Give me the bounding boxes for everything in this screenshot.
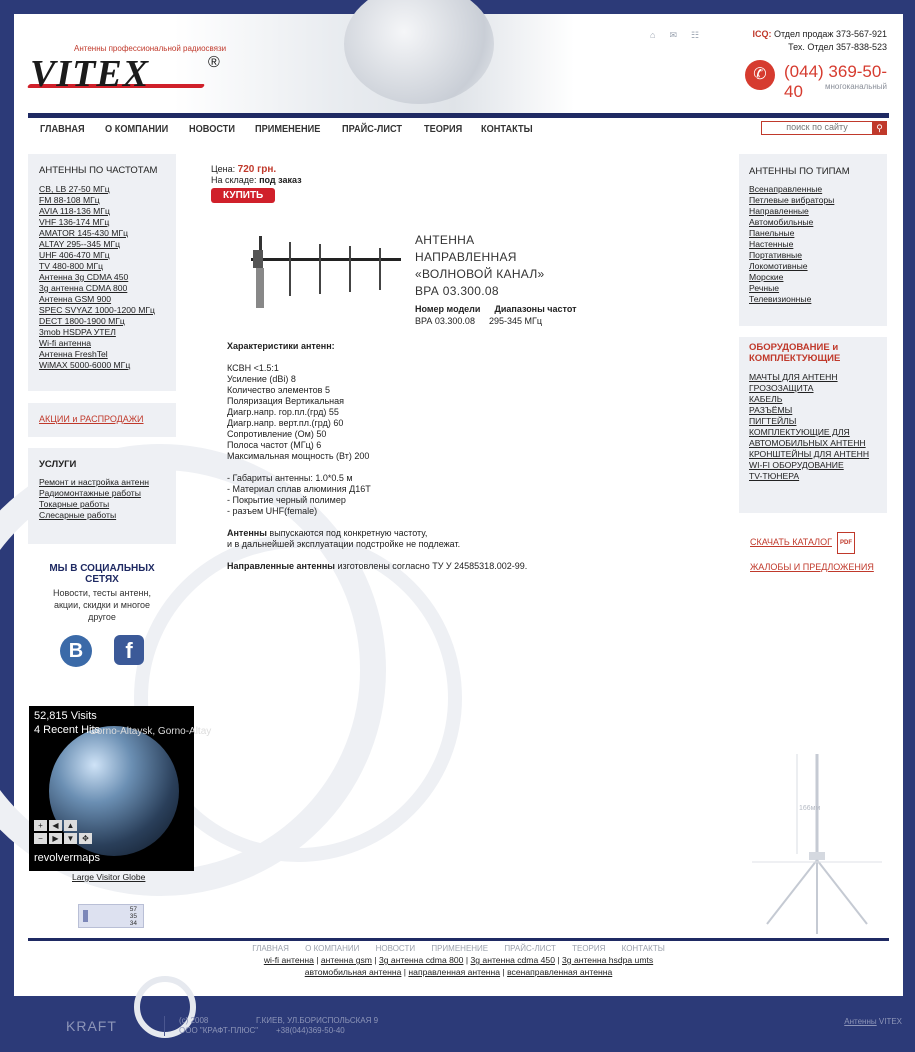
globe-brand: revolvermaps <box>34 852 101 864</box>
char-title: Характеристики антенн: <box>227 341 335 351</box>
freq-link[interactable]: CB, LB 27-50 МГц <box>39 184 110 194</box>
footer-link[interactable]: 3g антенна cdma 800 <box>378 955 464 965</box>
promo-link[interactable]: АКЦИИ и РАСПРОДАЖИ <box>39 414 144 424</box>
promo-box <box>28 403 176 437</box>
home-icon[interactable]: ⌂ <box>650 30 656 40</box>
equipment-title: ОБОРУДОВАНИЕ и КОМПЛЕКТУЮЩИЕ <box>749 342 841 364</box>
type-link[interactable]: Речные <box>749 283 780 293</box>
arrow-left-icon[interactable]: ◀ <box>49 820 62 831</box>
search-icon: ⚲ <box>876 123 883 133</box>
note-2: Направленные антенны изготовлены согласно ТУ У 24585318.002-99. <box>227 561 528 571</box>
footer-address: Г.КИЕВ, УЛ.БОРИСПОЛЬСКАЯ 9 <box>256 1016 379 1025</box>
footer-link[interactable]: антенна gsm <box>320 955 372 965</box>
nav-item-theory[interactable]: ТЕОРИЯ <box>423 124 462 135</box>
social-block <box>28 563 176 667</box>
globe-recent: 4 Recent Hits <box>34 724 101 736</box>
vk-icon[interactable]: В <box>60 635 92 667</box>
footer-nav-news[interactable]: НОВОСТИ <box>375 944 416 953</box>
product-title-line: НАПРАВЛЕННАЯ <box>415 250 517 264</box>
footer-link[interactable]: автомобильная антенна <box>304 967 402 977</box>
complaints-link[interactable]: ЖАЛОБЫ И ПРЕДЛОЖЕНИЯ <box>750 562 874 572</box>
search-box <box>761 121 873 135</box>
footer-nav <box>14 944 903 953</box>
type-link[interactable]: Портативные <box>749 250 802 260</box>
footer-link[interactable]: направленная антенна <box>408 967 501 977</box>
footer-right <box>844 1017 902 1026</box>
freq-link[interactable]: FM 88-108 МГц <box>39 195 100 205</box>
price-value: 720 грн. <box>237 164 277 175</box>
facebook-icon[interactable]: f <box>114 635 144 665</box>
icq-label: ICQ: <box>752 29 772 39</box>
service-link[interactable]: Ремонт и настройка антенн <box>39 477 149 487</box>
phone-icon: ✆ <box>745 60 775 90</box>
globe-location: Gorno-Altaysk, Gorno-Altay <box>89 726 212 737</box>
freq-link[interactable]: AMATOR 145-430 МГц <box>39 228 129 238</box>
freq-link[interactable]: UHF 406-470 МГц <box>39 250 110 260</box>
nav-item-application[interactable]: ПРИМЕНЕНИЕ <box>255 124 321 135</box>
freq-link[interactable]: DECT 1800-1900 МГц <box>39 316 125 326</box>
logo[interactable]: VITEX <box>30 53 150 95</box>
char-line: Усиление (dBi) 8 <box>227 374 296 384</box>
footer-nav-pricelist[interactable]: ПРАЙС-ЛИСТ <box>504 944 556 953</box>
globe-visits: 52,815 Visits <box>34 710 97 722</box>
equipment-link[interactable]: МАЧТЫ ДЛЯ АНТЕНН <box>749 372 838 382</box>
kraft-logo[interactable]: KRAFT <box>66 1018 117 1034</box>
freq-link[interactable]: Антенна 3g CDMA 450 <box>39 272 129 282</box>
icq-contacts <box>752 28 887 54</box>
freq-link[interactable]: ALTAY 295--345 МГц <box>39 239 121 249</box>
phone-number: (044) 369-50-40 <box>784 62 888 101</box>
type-link[interactable]: Направленные <box>749 206 809 216</box>
char-line: Количество элементов 5 <box>227 385 330 395</box>
footer-links-row1: wi-fi антенна | антенна gsm | 3g антенна cdma 800 | 3g антенна cdma 450 | 3g антенна hsdpa umts <box>263 955 654 965</box>
equipment-link[interactable]: РАЗЪЁМЫ <box>749 405 793 415</box>
nav-item-contacts[interactable]: КОНТАКТЫ <box>481 124 533 135</box>
center-icon[interactable]: ✥ <box>79 833 92 844</box>
spec-row <box>415 316 542 326</box>
char-line: КСВН <1.5:1 <box>227 363 279 373</box>
footer-link[interactable]: 3g антенна cdma 450 <box>470 955 555 965</box>
freq-link[interactable]: SPEC SVYAZ 1000-1200 МГц <box>39 305 155 315</box>
equipment-link[interactable]: ПИГТЕЙЛЫ <box>749 416 797 426</box>
note-1: Антенны выпускаются под конкретную частоту, <box>227 528 428 538</box>
counter-icon <box>83 910 88 922</box>
freq-link[interactable]: Антенна FreshTel <box>39 349 108 359</box>
types-box <box>739 154 887 326</box>
services-box <box>28 448 176 544</box>
char-line: Диагр.напр. верт.пл.(грд) 60 <box>227 418 344 428</box>
spec-model: ВРА 03.300.08 <box>415 316 475 326</box>
type-link[interactable]: Всенаправленные <box>749 184 823 194</box>
type-link[interactable]: Морские <box>749 272 784 282</box>
catalog-link[interactable]: СКАЧАТЬ КАТАЛОГ <box>750 537 832 547</box>
char-line: Сопротивление (Ом) 50 <box>227 429 327 439</box>
spec-header-model: Номер модели <box>415 304 481 314</box>
buy-button[interactable]: КУПИТЬ <box>211 188 275 203</box>
stock-label: На складе: <box>211 175 257 185</box>
equipment-link[interactable]: КОМПЛЕКТУЮЩИЕ ДЛЯ АВТОМОБИЛЬНЫХ АНТЕНН <box>749 427 866 448</box>
footer-nav-theory[interactable]: ТЕОРИЯ <box>572 944 606 953</box>
note-1-line2: и в дальнейшей эксплуатации подстройке не подлежат. <box>227 539 461 549</box>
char-line: Полоса частот (МГц) 6 <box>227 440 322 450</box>
zoom-out-icon[interactable]: − <box>34 833 47 844</box>
product-title-line: АНТЕННА <box>415 233 475 247</box>
freq-link[interactable]: Wi-fi антенна <box>39 338 91 348</box>
service-link[interactable]: Слесарные работы <box>39 510 117 520</box>
equipment-link[interactable]: КРОНШТЕЙНЫ ДЛЯ АНТЕНН <box>749 449 870 459</box>
logo-tagline: Антенны профессиональной радиосвязи <box>74 44 227 53</box>
price-label: Цена: <box>211 164 236 174</box>
footer-link[interactable]: 3g антенна hsdpa umts <box>562 955 654 965</box>
char-line: Диагр.напр. гор.пл.(грд) 55 <box>227 407 339 417</box>
nav-divider <box>28 113 889 118</box>
footer-separator <box>164 1016 165 1036</box>
footer-nav-about[interactable]: О КОМПАНИИ <box>305 944 360 953</box>
nav-item-about[interactable]: О КОМПАНИИ <box>104 124 168 135</box>
stock-value: под заказ <box>259 175 302 185</box>
footer-nav-contacts[interactable]: КОНТАКТЫ <box>621 944 665 953</box>
footer-phone: +38(044)369-50-40 <box>276 1026 345 1035</box>
freq-link[interactable]: WiMAX 5000-6000 МГц <box>39 360 131 370</box>
search-input[interactable] <box>762 122 872 132</box>
services-list <box>39 477 149 521</box>
footer-links-row2: автомобильная антенна | направленная антенна | всенаправленная антенна <box>304 967 613 977</box>
icq-tech: Тех. Отдел 357-838-523 <box>788 42 887 52</box>
freq-link[interactable]: Антенна GSM 900 <box>39 294 112 304</box>
type-link[interactable]: Панельные <box>749 228 795 238</box>
types-list <box>749 184 834 305</box>
footer-vitex-link[interactable]: Антенны <box>844 1017 877 1026</box>
spec-header-range: Диапазоны частот <box>494 304 577 314</box>
mail-icon[interactable]: ✉ <box>669 30 677 40</box>
price-line <box>211 164 711 175</box>
nav-item-home[interactable]: ГЛАВНАЯ <box>40 124 85 135</box>
extra-line: - разъем UHF(female) <box>227 506 318 516</box>
freq-title: АНТЕННЫ ПО ЧАСТОТАМ <box>39 165 158 176</box>
visit-counter[interactable] <box>78 904 144 928</box>
nav-item-news[interactable]: НОВОСТИ <box>189 124 236 135</box>
footer-copyright: (c) 2008 <box>179 1016 209 1025</box>
type-link[interactable]: Локомотивные <box>749 261 808 271</box>
icq-sales: Отдел продаж 373-567-921 <box>773 29 887 39</box>
type-link[interactable]: Автомобильные <box>749 217 814 227</box>
product-title <box>415 232 545 300</box>
freq-link[interactable]: AVIA 118-136 МГц <box>39 206 110 216</box>
equipment-link[interactable]: КАБЕЛЬ <box>749 394 783 404</box>
footer-nav-home[interactable]: ГЛАВНАЯ <box>252 944 289 953</box>
visitor-globe[interactable] <box>29 706 212 871</box>
type-link[interactable]: Телевизионные <box>749 294 812 304</box>
types-title: АНТЕННЫ ПО ТИПАМ <box>749 166 850 177</box>
footer-company: ООО "КРАФТ-ПЛЮС" <box>179 1026 259 1035</box>
freq-link[interactable]: TV 480-800 МГц <box>39 261 104 271</box>
stock-line <box>211 175 711 185</box>
arrow-right-icon[interactable]: ▶ <box>49 833 62 844</box>
extra-line: - Габариты антенны: 1.0*0.5 м <box>227 473 353 483</box>
equipment-box <box>739 337 887 513</box>
equipment-link[interactable]: TV-ТЮНЕРА <box>749 471 800 481</box>
site-footer <box>0 996 915 1052</box>
social-text: Новости, тесты антенн, акции, скидки и многое другое <box>53 588 151 622</box>
search-button[interactable] <box>872 121 887 135</box>
freq-link[interactable]: 3g антенна CDMA 800 <box>39 283 128 293</box>
header-photo <box>174 14 574 114</box>
footer-divider <box>28 938 889 941</box>
service-link[interactable]: Токарные работы <box>39 499 110 509</box>
counter-value: 57 <box>129 906 137 913</box>
char-line: Максимальная мощность (Вт) 200 <box>227 451 370 461</box>
product-content <box>211 164 711 571</box>
freq-link[interactable]: VHF 136-174 МГц <box>39 217 110 227</box>
extra-line: - Покрытие черный полимер <box>227 495 346 505</box>
counter-value: 35 <box>129 913 137 920</box>
nav-item-pricelist[interactable]: ПРАЙС-ЛИСТ <box>342 124 403 135</box>
dimension-label: 166мм <box>799 805 821 812</box>
footer-link[interactable]: всенаправленная антенна <box>507 967 613 977</box>
product-title-line: «ВОЛНОВОЙ КАНАЛ» <box>415 267 545 281</box>
services-title: УСЛУГИ <box>39 459 77 470</box>
type-link[interactable]: Петлевые вибраторы <box>749 195 835 205</box>
spec-range: 295-345 МГц <box>488 316 543 326</box>
top-icons <box>650 30 699 41</box>
counter-value: 34 <box>129 920 137 927</box>
char-line: Поляризация Вертикальная <box>227 396 345 406</box>
type-link[interactable]: Настенные <box>749 239 794 249</box>
freq-box <box>28 154 176 391</box>
logo-reg-mark: ® <box>208 54 220 71</box>
footer-link[interactable]: wi-fi антенна <box>263 955 314 965</box>
globe-controls <box>34 820 92 844</box>
page <box>14 14 903 996</box>
equipment-list <box>749 372 881 482</box>
social-title: МЫ В СОЦИАЛЬНЫХ СЕТЯХ <box>49 563 155 585</box>
extra-line: - Материал сплав алюминия Д16Т <box>227 484 371 494</box>
phone-subtitle: многоканальный <box>824 82 887 91</box>
characteristics <box>227 341 527 572</box>
product-title-line: ВРА 03.300.08 <box>415 284 499 298</box>
globe-link[interactable]: Large Visitor Globe <box>72 872 146 882</box>
antenna-drawing <box>747 744 887 944</box>
freq-list <box>39 184 155 371</box>
arrow-up-icon[interactable]: ▲ <box>64 820 77 831</box>
equipment-link[interactable]: ГРОЗОЗАЩИТА <box>749 383 814 393</box>
footer-vitex-text: VITEX <box>876 1017 902 1026</box>
zoom-in-icon[interactable]: + <box>34 820 47 831</box>
sitemap-icon[interactable]: ☷ <box>690 30 700 40</box>
service-link[interactable]: Радиомонтажные работы <box>39 488 141 498</box>
spec-header <box>415 304 577 314</box>
main-nav <box>40 124 537 135</box>
footer-nav-application[interactable]: ПРИМЕНЕНИЕ <box>431 944 489 953</box>
freq-link[interactable]: 3mob HSDPA УТЕЛ <box>39 327 116 337</box>
arrow-down-icon[interactable]: ▼ <box>64 833 77 844</box>
product-image <box>239 228 409 308</box>
pdf-icon[interactable]: PDF <box>837 532 855 554</box>
equipment-link[interactable]: WI-FI ОБОРУДОВАНИЕ <box>749 460 844 470</box>
